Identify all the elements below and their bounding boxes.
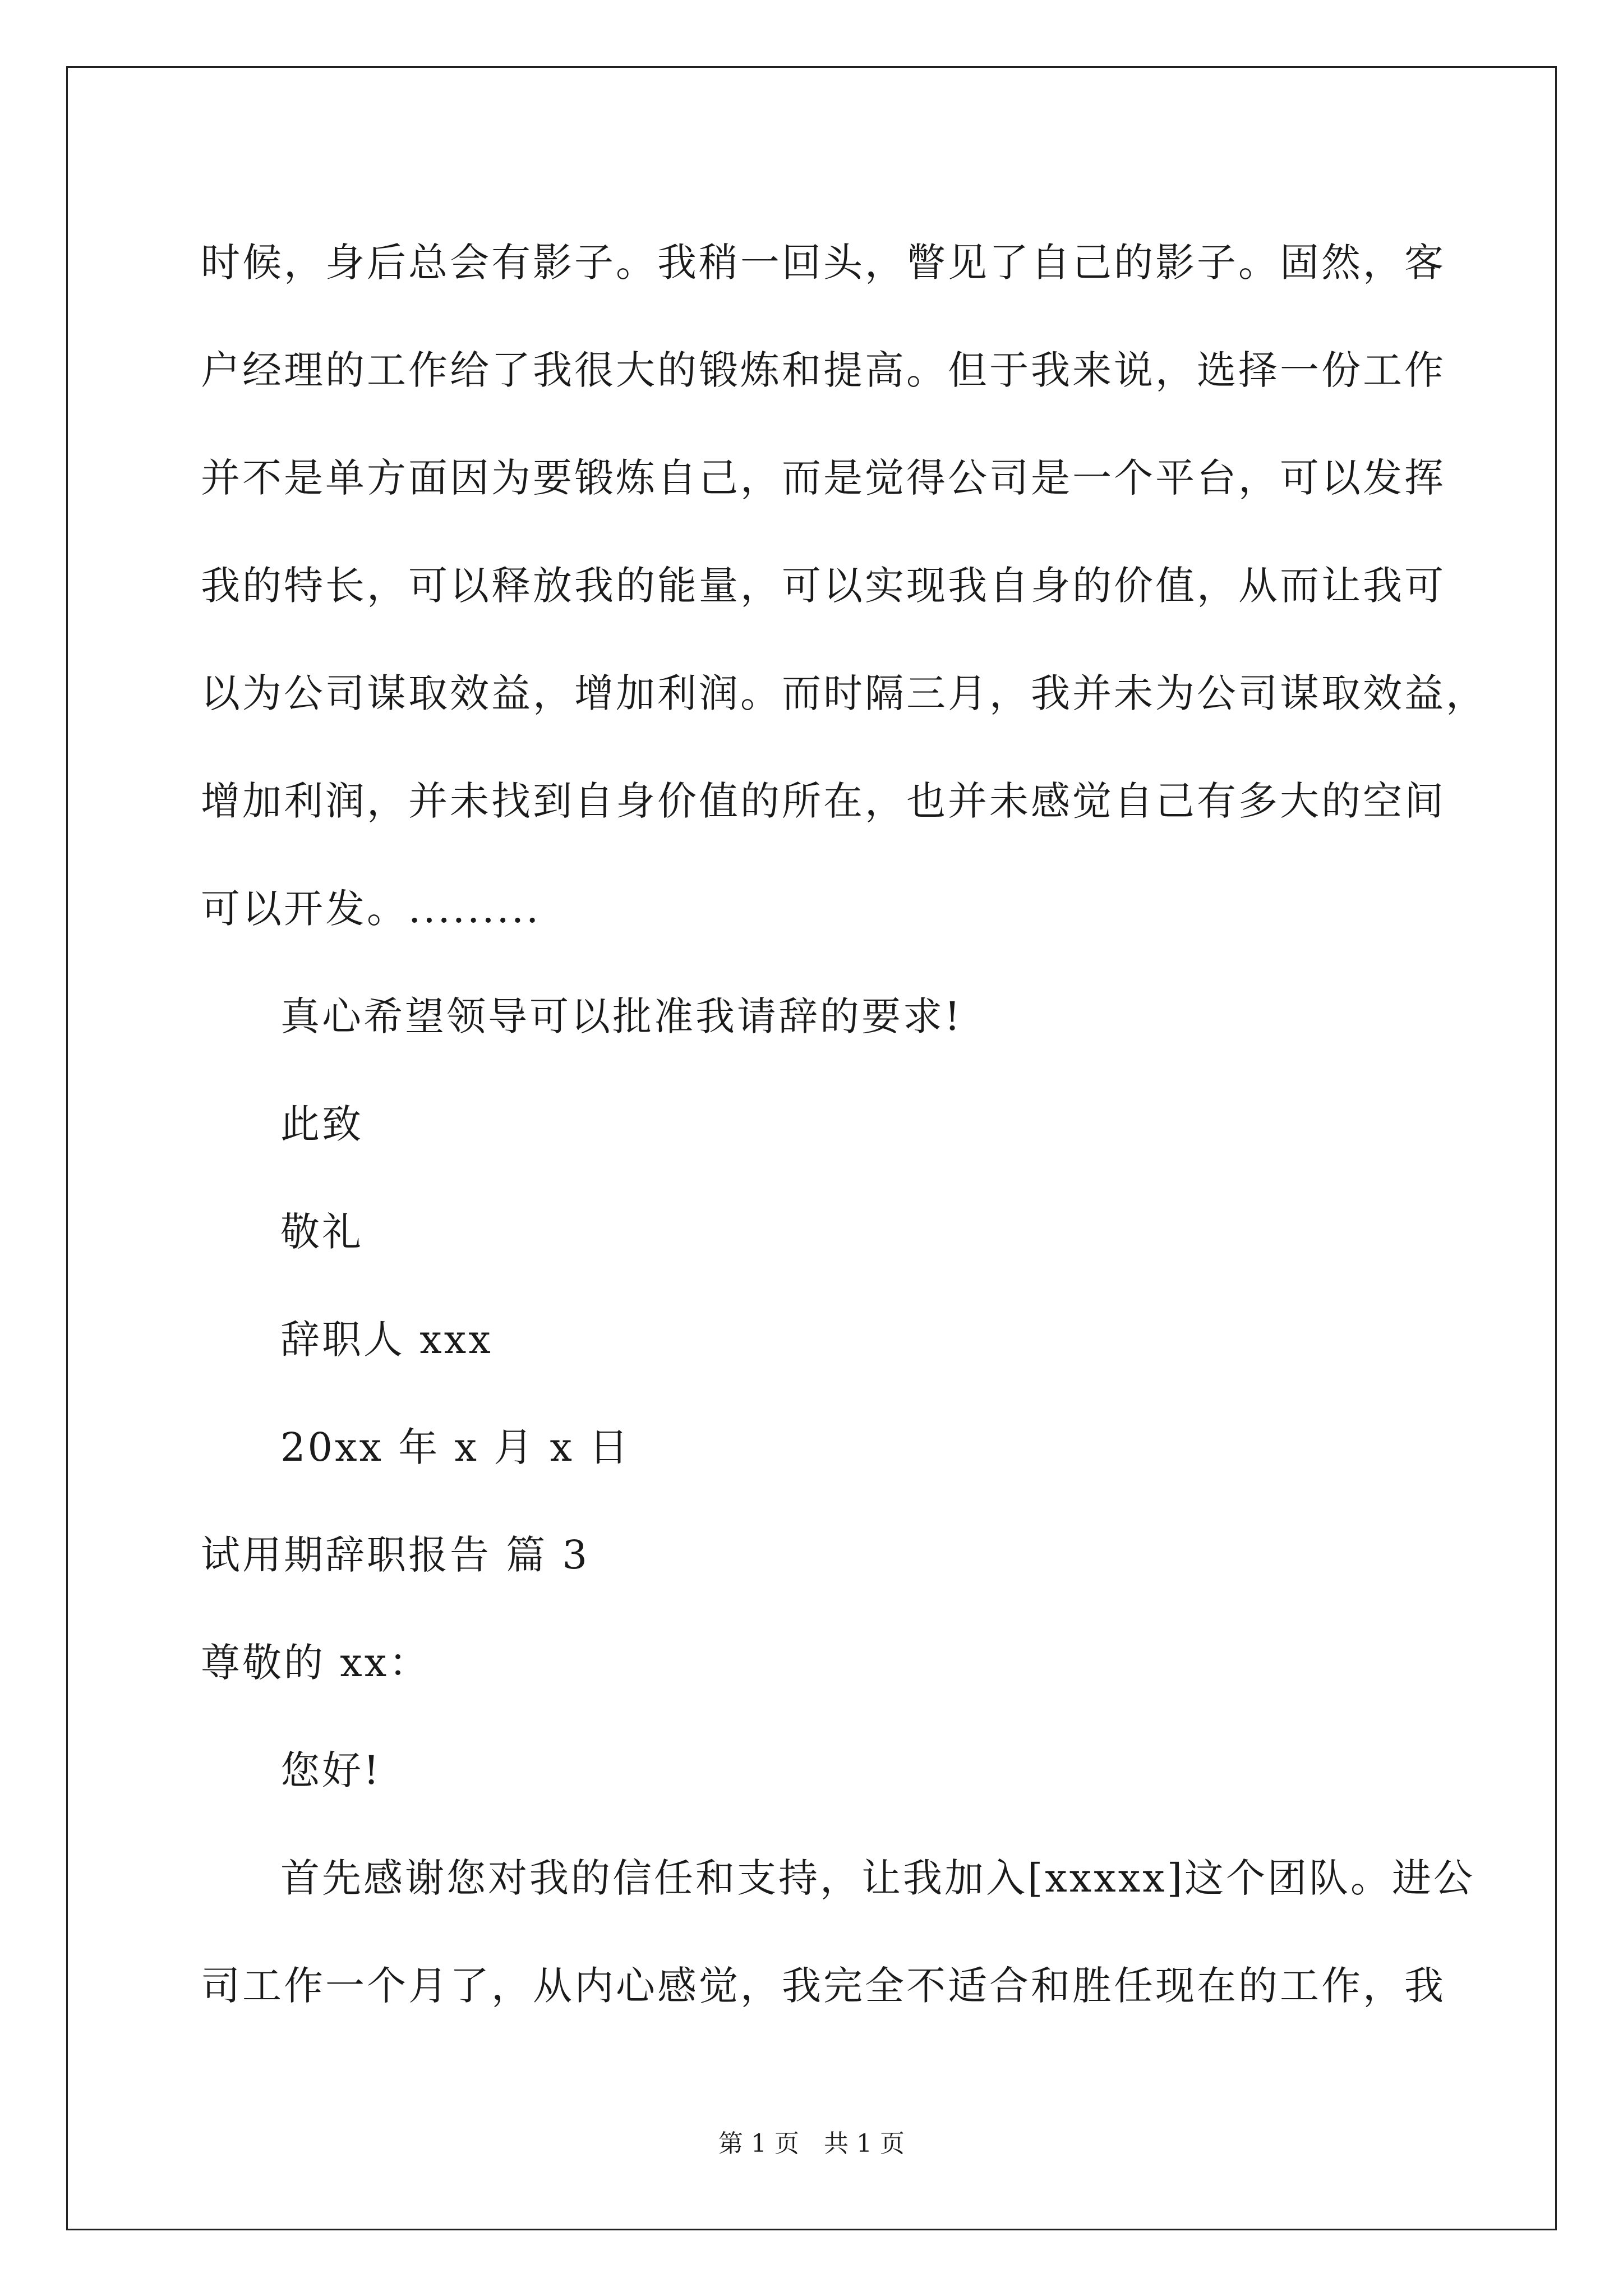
body-line: 我的特长，可以释放我的能量，可以实现我自身的价值，从而让我可	[201, 563, 1446, 609]
hope-line: 真心希望领导可以批准我请辞的要求!	[280, 993, 963, 1039]
greeting: 您好!	[280, 1747, 382, 1793]
page-number: 第 1 页	[718, 2129, 799, 2158]
body-line: 可以开发。.........	[201, 886, 541, 932]
body-line: 以为公司谋取效益，增加利润。而时隔三月，我并未为公司谋取效益，	[201, 670, 1487, 716]
body-line: 增加利润，并未找到自身价值的所在，也并未感觉自己有多大的空间	[201, 778, 1446, 824]
signature: 辞职人 xxx	[280, 1317, 493, 1363]
page-footer	[0, 2127, 1623, 2161]
salutation: 尊敬的 xx：	[201, 1640, 431, 1686]
body-line: 户经理的工作给了我很大的锻炼和提高。但于我来说，选择一份工作	[201, 347, 1446, 393]
body-line: 并不是单方面因为要锻炼自己，而是觉得公司是一个平台，可以发挥	[201, 455, 1446, 501]
section-title: 试用期辞职报告 篇 3	[201, 1532, 590, 1578]
page-total: 共 1 页	[824, 2129, 905, 2158]
body-line: 首先感谢您对我的信任和支持，让我加入[xxxxx]这个团队。进公	[280, 1855, 1476, 1901]
body-line: 司工作一个月了，从内心感觉，我完全不适合和胜任现在的工作，我	[201, 1963, 1446, 2009]
document-body	[201, 209, 1487, 2040]
date-line: 20xx 年 x 月 x 日	[280, 1424, 631, 1470]
closing-cizhi: 此致	[280, 1101, 363, 1147]
closing-jingli: 敬礼	[280, 1209, 363, 1255]
body-line: 时候，身后总会有影子。我稍一回头，瞥见了自己的影子。固然，客	[201, 240, 1446, 286]
